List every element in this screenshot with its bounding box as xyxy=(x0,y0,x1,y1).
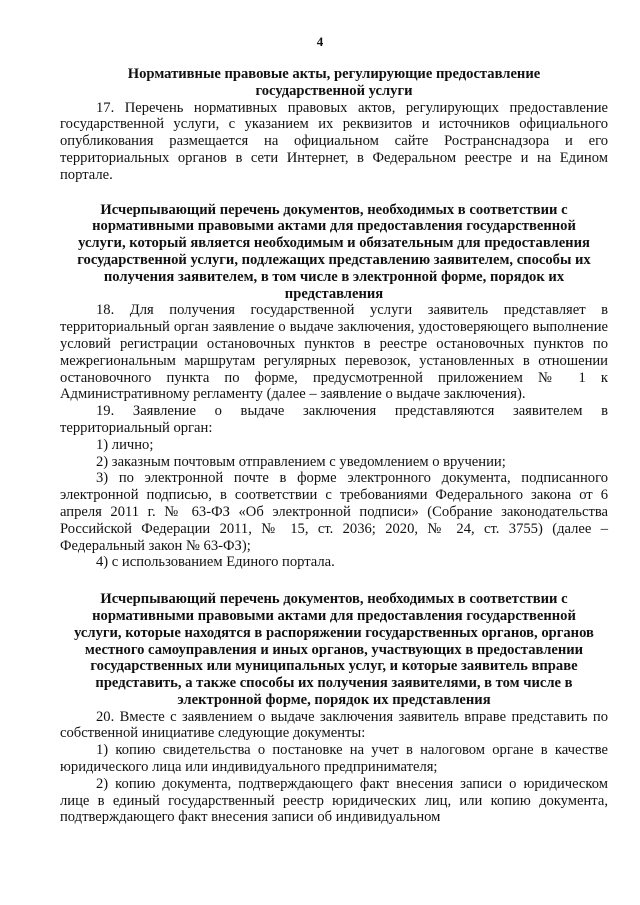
section-heading-required-documents: Исчерпывающий перечень документов, необходимых в соответствии с нормативными правовыми актами для предоставления государственной услуги, который является необходимым и обязательным для предоставления государственной услуги, подлежащих представлению заявителем, способы их получения заявителем, в том числе в электронной форме, порядок их представления xyxy=(77,201,591,302)
paragraph-17: 17. Перечень нормативных правовых актов, регулирующих предоставление государственной услуги, с указанием их реквизитов и источников официального опубликования размещается на официальном сайте Ространснадзора и его территориальных органов в сети Интернет, в Федеральном реестре и на Едином портале. xyxy=(60,99,608,183)
list-item-optional-document: 2) копию документа, подтверждающего факт внесения записи о юридическом лице в единый государственный реестр юридических лиц, или копию документа, подтверждающего факт внесения записи об индивидуальном xyxy=(60,775,608,826)
paragraph-19: 19. Заявление о выдаче заключения представляются заявителем в территориальный орган: xyxy=(60,403,608,436)
section-heading-normative-acts xyxy=(68,66,600,100)
heading-line: Нормативные правовые акты, регулирующие предоставление xyxy=(127,66,541,82)
list-item-submission-method: 3) по электронной почте в форме электронного документа, подписанного электронной подписью, в соответствии с требованиями Федерального закона от 6 апреля 2011 г. № 63-ФЗ «Об электронной подписи» (Собрание законодательства Российской Федерации 2011, № 15, ст. 2036; 2020, № 24, ст. 3755) (далее – Федеральный закон № 63-ФЗ); xyxy=(60,470,608,554)
list-item-optional-document: 1) копию свидетельства о постановке на учет в налоговом органе в качестве юридического лица или индивидуального предпринимателя; xyxy=(60,742,608,776)
list-item-submission-method: 1) лично; xyxy=(96,436,154,453)
list-item-submission-method: 2) заказным почтовым отправлением с уведомлением о вручении; xyxy=(96,453,506,470)
heading-line: государственной услуги xyxy=(255,82,413,99)
paragraph-18: 18. Для получения государственной услуги заявитель представляет в территориальный орган заявление о выдаче заключения, удостоверяющего выполнение условий регистрации остановочных пунктов в реестре остановочных пунктов по межрегиональным маршрутам регулярных перевозок, установленных в отношении остановочного пункта по форме, предусмотренной приложением № 1 к Административному регламенту (далее – заявление о выдаче заключения). xyxy=(60,302,608,403)
section-heading-optional-documents: Исчерпывающий перечень документов, необходимых в соответствии с нормативными правовыми актами для предоставления государственной услуги, которые находятся в распоряжении государственных органов, органов местного самоуправления и иных органов, участвующих в предоставлении государственных или муниципальных услуг, и которые заявитель вправе представить, а также способы их получения заявителями, в том числе в электронной форме, порядок их представления xyxy=(74,591,594,708)
list-item-submission-method: 4) с использованием Единого портала. xyxy=(96,554,335,571)
document-body xyxy=(60,66,608,826)
page-number: 4 xyxy=(316,34,324,49)
paragraph-20: 20. Вместе с заявлением о выдаче заключения заявитель вправе представить по собственной инициативе следующие документы: xyxy=(60,708,608,742)
